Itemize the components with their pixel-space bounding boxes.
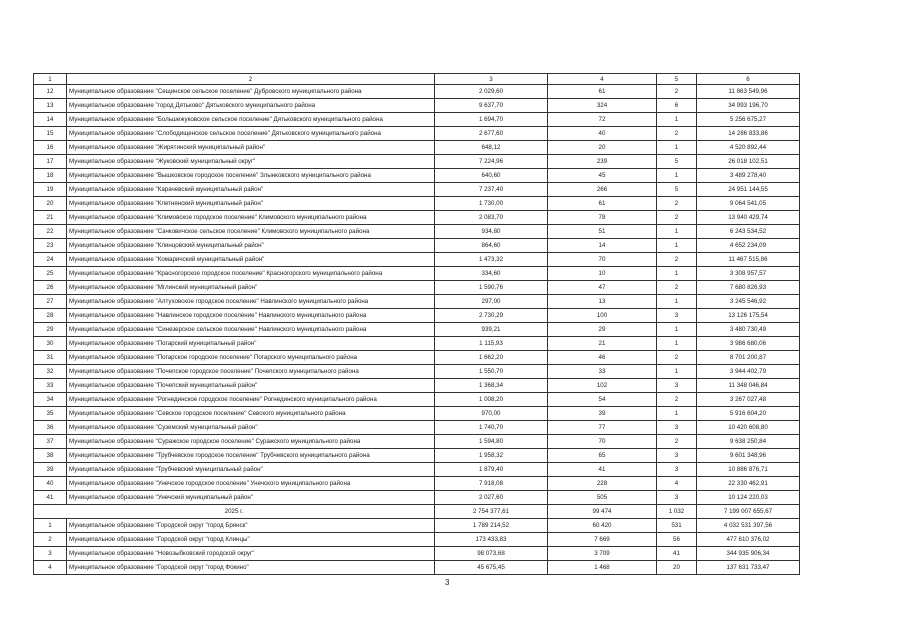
table-cell: 4	[548, 74, 657, 85]
table-cell: 72	[548, 113, 657, 127]
table-cell: 22 330 462,91	[697, 477, 800, 491]
table-cell: 5	[657, 155, 697, 169]
table-row	[34, 407, 800, 421]
table-cell: 3	[657, 309, 697, 323]
table-cell: 4 520 892,44	[697, 141, 800, 155]
table-cell: 18	[34, 169, 67, 183]
table-cell: 14	[34, 113, 67, 127]
table-cell: 1 468	[548, 561, 657, 575]
table-cell: Муниципальное образование "город Дятьково" Дятьковского муниципального района	[67, 99, 435, 113]
table-cell: 56	[657, 533, 697, 547]
table-cell: 640,60	[435, 169, 548, 183]
table-cell: 10 124 220,03	[697, 491, 800, 505]
table-cell: Муниципальное образование "Клетнянский муниципальный район"	[67, 197, 435, 211]
table-row	[34, 337, 800, 351]
table-cell: Муниципальное образование "Мглинский муниципальный район"	[67, 281, 435, 295]
table-cell: 505	[548, 491, 657, 505]
table-row	[34, 295, 800, 309]
table-cell: 38	[34, 449, 67, 463]
table-cell: 40	[34, 477, 67, 491]
table-cell: Муниципальное образование "Погарский муниципальный район"	[67, 337, 435, 351]
table-cell: 20	[34, 197, 67, 211]
table-row	[34, 393, 800, 407]
table-cell: 70	[548, 435, 657, 449]
table-row	[34, 99, 800, 113]
table-cell: Муниципальное образование "Городской округ "город Клинцы"	[67, 533, 435, 547]
table-cell: 12	[34, 85, 67, 99]
table-cell: 10	[548, 267, 657, 281]
table-cell: 9 638 250,84	[697, 435, 800, 449]
table-cell: 648,12	[435, 141, 548, 155]
table-cell: 3 480 730,49	[697, 323, 800, 337]
table-cell: 70	[548, 253, 657, 267]
table-cell: 13	[34, 99, 67, 113]
table-cell: 3 489 278,40	[697, 169, 800, 183]
table-cell: 13 126 175,54	[697, 309, 800, 323]
table-cell: 1	[657, 323, 697, 337]
table-row	[34, 519, 800, 533]
table-cell: 7 669	[548, 533, 657, 547]
table-cell: 1	[657, 295, 697, 309]
table-cell: 2 677,60	[435, 127, 548, 141]
table-row	[34, 309, 800, 323]
table-cell: Муниципальное образование "Трубчевское городское поселение" Трубчевского муниципального района	[67, 449, 435, 463]
table-row	[34, 113, 800, 127]
table-cell: 3 944 402,79	[697, 365, 800, 379]
table-cell: 6	[657, 99, 697, 113]
table-cell: Муниципальное образование "Карачевский муниципальный район"	[67, 183, 435, 197]
table-cell: 1 590,76	[435, 281, 548, 295]
table-cell: 5 916 604,20	[697, 407, 800, 421]
table-cell: Муниципальное образование "Городской округ "город Фокино"	[67, 561, 435, 575]
table-cell: 477 610 376,02	[697, 533, 800, 547]
table-row	[34, 211, 800, 225]
table-cell: 60 420	[548, 519, 657, 533]
table-cell: 35	[34, 407, 67, 421]
table-cell: Муниципальное образование "Севское городское поселение" Севского муниципального района	[67, 407, 435, 421]
table-cell: 1	[657, 141, 697, 155]
table-cell: 1 730,00	[435, 197, 548, 211]
table-cell: 2 754 377,61	[435, 505, 548, 519]
table-cell: 3	[657, 463, 697, 477]
table-cell: 29	[34, 323, 67, 337]
table-cell: Муниципальное образование "Синезерское сельское поселение" Навлинского муниципального района	[67, 323, 435, 337]
table-cell: 934,80	[435, 225, 548, 239]
table-cell: 4	[657, 477, 697, 491]
table-cell: 864,60	[435, 239, 548, 253]
table-row	[34, 561, 800, 575]
table-cell: Муниципальное образование "Рогнединское городское поселение" Рогнединского муниципального района	[67, 393, 435, 407]
table-cell: Муниципальное образование "Красногорское городское поселение" Красногорского муниципального района	[67, 267, 435, 281]
table-cell: 3	[657, 421, 697, 435]
table-cell: 24 951 144,55	[697, 183, 800, 197]
table-cell: 1 694,70	[435, 113, 548, 127]
table-cell: 41	[548, 463, 657, 477]
table-cell: 26	[34, 281, 67, 295]
table-row	[34, 491, 800, 505]
table-cell: 3	[657, 379, 697, 393]
table-cell: 324	[548, 99, 657, 113]
table-cell: Муниципальное образование "Почепский муниципальный район"	[67, 379, 435, 393]
table-cell: 3	[657, 449, 697, 463]
table-cell: 1	[34, 74, 67, 85]
table-cell: 10 886 876,71	[697, 463, 800, 477]
table-cell: 2	[657, 393, 697, 407]
table-cell: 37	[34, 435, 67, 449]
table-cell: 16	[34, 141, 67, 155]
table-cell: 100	[548, 309, 657, 323]
table-row	[34, 351, 800, 365]
table-cell: 25	[34, 267, 67, 281]
table-row	[34, 183, 800, 197]
table-cell: 2	[657, 281, 697, 295]
table-cell: 41	[657, 547, 697, 561]
table-cell: 2	[657, 211, 697, 225]
table-cell: 1	[657, 239, 697, 253]
table-cell: 1 958,32	[435, 449, 548, 463]
table-cell: 1	[34, 519, 67, 533]
table-cell: 19	[34, 183, 67, 197]
table-cell: 939,21	[435, 323, 548, 337]
table-cell: 344 935 906,34	[697, 547, 800, 561]
table-cell: 21	[34, 211, 67, 225]
table-row	[34, 253, 800, 267]
table-cell: 3 245 546,92	[697, 295, 800, 309]
table-row	[34, 127, 800, 141]
table-row	[34, 435, 800, 449]
table-cell: 1 368,34	[435, 379, 548, 393]
table-cell: 30	[34, 337, 67, 351]
table-cell: 2	[657, 197, 697, 211]
table-row	[34, 225, 800, 239]
table-cell: 2 083,70	[435, 211, 548, 225]
table-cell: 1 662,20	[435, 351, 548, 365]
table-cell: 39	[34, 463, 67, 477]
table-cell: 33	[548, 365, 657, 379]
table-cell: 1	[657, 365, 697, 379]
table-cell: 1 115,93	[435, 337, 548, 351]
table-cell: Муниципальное образование "Навлинское городское поселение" Навлинского муниципального района	[67, 309, 435, 323]
table-cell: 9 064 541,05	[697, 197, 800, 211]
table-cell: 99 474	[548, 505, 657, 519]
table-cell: 5 256 675,27	[697, 113, 800, 127]
table-row	[34, 533, 800, 547]
table-cell: 10 420 608,80	[697, 421, 800, 435]
table-row	[34, 323, 800, 337]
table-cell: 51	[548, 225, 657, 239]
table-cell: 3 986 680,06	[697, 337, 800, 351]
table-cell: Муниципальное образование "Суземский муниципальный район"	[67, 421, 435, 435]
table-cell: 11 467 515,86	[697, 253, 800, 267]
table-row	[34, 239, 800, 253]
table-cell: Муниципальное образование "Унечский муниципальный район"	[67, 491, 435, 505]
table-cell: 40	[548, 127, 657, 141]
table-cell: 11 863 549,96	[697, 85, 800, 99]
table-cell: 9 601 348,96	[697, 449, 800, 463]
table-cell: Муниципальное образование "Вышковское городское поселение" Злынковского муниципального района	[67, 169, 435, 183]
table-cell: 3 308 957,57	[697, 267, 800, 281]
table-cell: 2	[657, 85, 697, 99]
table-cell: 27	[34, 295, 67, 309]
table-cell: 47	[548, 281, 657, 295]
table-cell: 32	[34, 365, 67, 379]
table-cell: 33	[34, 379, 67, 393]
table-body	[34, 74, 800, 575]
table-cell: 9 637,70	[435, 99, 548, 113]
table-cell: 21	[548, 337, 657, 351]
table-row	[34, 379, 800, 393]
table-cell: Муниципальное образование "Сещинское сельское поселение" Дубровского муниципального района	[67, 85, 435, 99]
table-cell: 6 243 534,52	[697, 225, 800, 239]
table-cell: 266	[548, 183, 657, 197]
table-cell: 7 918,08	[435, 477, 548, 491]
table-cell: 13 940 429,74	[697, 211, 800, 225]
table-cell: 1	[657, 225, 697, 239]
table-cell: 1	[657, 169, 697, 183]
table-cell: 36	[34, 421, 67, 435]
table-cell: 46	[548, 351, 657, 365]
table-cell: 1 008,20	[435, 393, 548, 407]
table-cell: Муниципальное образование "Клинцовский муниципальный район"	[67, 239, 435, 253]
table-row	[34, 141, 800, 155]
table-cell: 297,00	[435, 295, 548, 309]
table-row	[34, 463, 800, 477]
table-cell: 26 018 102,51	[697, 155, 800, 169]
table-cell: 28	[34, 309, 67, 323]
table-cell: 2 730,29	[435, 309, 548, 323]
table-cell: 2 027,60	[435, 491, 548, 505]
table-cell: 2 029,60	[435, 85, 548, 99]
table-cell: 23	[34, 239, 67, 253]
table-cell: Муниципальное образование "Городской округ "город Брянск"	[67, 519, 435, 533]
table-cell: 173 433,83	[435, 533, 548, 547]
table-cell: 34	[34, 393, 67, 407]
table-cell: 34 993 196,70	[697, 99, 800, 113]
table-cell: Муниципальное образование "Сачковичское сельское поселение" Климовского муниципального района	[67, 225, 435, 239]
table-cell: Муниципальное образование "Жуковский муниципальный округ"	[67, 155, 435, 169]
table-cell: 1	[657, 267, 697, 281]
table-cell: 2025 г.	[34, 505, 435, 519]
table-cell: 1	[657, 337, 697, 351]
table-cell: 2	[657, 127, 697, 141]
table-cell: 54	[548, 393, 657, 407]
table-cell: 2	[657, 253, 697, 267]
table-row	[34, 197, 800, 211]
table-cell: 6	[697, 74, 800, 85]
table-cell: 41	[34, 491, 67, 505]
table-row	[34, 169, 800, 183]
table-cell: 14 286 833,86	[697, 127, 800, 141]
table-cell: 7 680 826,93	[697, 281, 800, 295]
table-row	[34, 155, 800, 169]
table-row	[34, 449, 800, 463]
table-cell: 14	[548, 239, 657, 253]
table-cell: Муниципальное образование "Алтуховское городское поселение" Навлинского муниципального района	[67, 295, 435, 309]
table-header-row	[34, 74, 800, 85]
table-cell: 1 550,70	[435, 365, 548, 379]
table-cell: 1 473,32	[435, 253, 548, 267]
table-cell: 1 789 214,52	[435, 519, 548, 533]
table-cell: 2	[657, 351, 697, 365]
register-table	[33, 73, 800, 575]
table-cell: 2	[657, 435, 697, 449]
table-cell: Муниципальное образование "Большежуковское сельское поселение" Дятьковского муниципального района	[67, 113, 435, 127]
year-total-row	[34, 505, 800, 519]
table-cell: 1	[657, 113, 697, 127]
table-cell: 3	[435, 74, 548, 85]
table-cell: 2	[34, 533, 67, 547]
table-cell: 61	[548, 85, 657, 99]
table-cell: 61	[548, 197, 657, 211]
table-cell: 29	[548, 323, 657, 337]
table-cell: 39	[548, 407, 657, 421]
table-cell: 970,00	[435, 407, 548, 421]
table-cell: 24	[34, 253, 67, 267]
table-cell: 137 631 733,47	[697, 561, 800, 575]
table-cell: 5	[657, 74, 697, 85]
table-cell: 3 709	[548, 547, 657, 561]
table-row	[34, 421, 800, 435]
table-cell: 22	[34, 225, 67, 239]
table-row	[34, 85, 800, 99]
table-cell: 1 740,70	[435, 421, 548, 435]
table-cell: Муниципальное образование "Унечское городское поселение" Унечского муниципального района	[67, 477, 435, 491]
table-cell: 13	[548, 295, 657, 309]
table-cell: 334,60	[435, 267, 548, 281]
table-cell: 3 267 027,48	[697, 393, 800, 407]
table-cell: 78	[548, 211, 657, 225]
table-row	[34, 365, 800, 379]
table-cell: 2	[67, 74, 435, 85]
table-cell: 77	[548, 421, 657, 435]
table-cell: Муниципальное образование "Жирятинский муниципальный район"	[67, 141, 435, 155]
table-cell: 1 032	[657, 505, 697, 519]
table-cell: 15	[34, 127, 67, 141]
table-cell: 239	[548, 155, 657, 169]
table-cell: Муниципальное образование "Слободищенское сельское поселение" Дятьковского муниципального района	[67, 127, 435, 141]
table-row	[34, 477, 800, 491]
table-cell: 4 652 234,09	[697, 239, 800, 253]
table-cell: 4 032 531 397,56	[697, 519, 800, 533]
table-cell: 8 701 200,87	[697, 351, 800, 365]
table-cell: 45 675,45	[435, 561, 548, 575]
table-cell: 102	[548, 379, 657, 393]
table-cell: 5	[657, 183, 697, 197]
table-cell: 1 879,40	[435, 463, 548, 477]
table-row	[34, 281, 800, 295]
table-cell: 20	[548, 141, 657, 155]
table-cell: 531	[657, 519, 697, 533]
table-cell: 1	[657, 407, 697, 421]
table-cell: Муниципальное образование "Погарское городское поселение" Погарского муниципального района	[67, 351, 435, 365]
table-cell: 7 199 007 655,67	[697, 505, 800, 519]
page-number: 3	[445, 578, 450, 587]
table-cell: 11 348 046,84	[697, 379, 800, 393]
table-cell: 3	[657, 491, 697, 505]
table-cell: 31	[34, 351, 67, 365]
table-cell: Муниципальное образование "Новозыбковский городской округ"	[67, 547, 435, 561]
table-cell: Муниципальное образование "Трубчевский муниципальный район"	[67, 463, 435, 477]
table-cell: 228	[548, 477, 657, 491]
table-row	[34, 267, 800, 281]
table-cell: 17	[34, 155, 67, 169]
table-cell: Муниципальное образование "Почепское городское поселение" Почепского муниципального района	[67, 365, 435, 379]
table-cell: Муниципальное образование "Комаричский муниципальный район"	[67, 253, 435, 267]
table-cell: 7 224,96	[435, 155, 548, 169]
table-cell: 7 237,40	[435, 183, 548, 197]
table-cell: 4	[34, 561, 67, 575]
table-cell: 20	[657, 561, 697, 575]
table-cell: 65	[548, 449, 657, 463]
table-cell: 45	[548, 169, 657, 183]
table-cell: 3	[34, 547, 67, 561]
table-cell: 1 594,80	[435, 435, 548, 449]
table-cell: 98 073,68	[435, 547, 548, 561]
table-cell: Муниципальное образование "Суражское городское поселение" Суражского муниципального района	[67, 435, 435, 449]
table-row	[34, 547, 800, 561]
table-cell: Муниципальное образование "Климовское городское поселение" Климовского муниципального района	[67, 211, 435, 225]
